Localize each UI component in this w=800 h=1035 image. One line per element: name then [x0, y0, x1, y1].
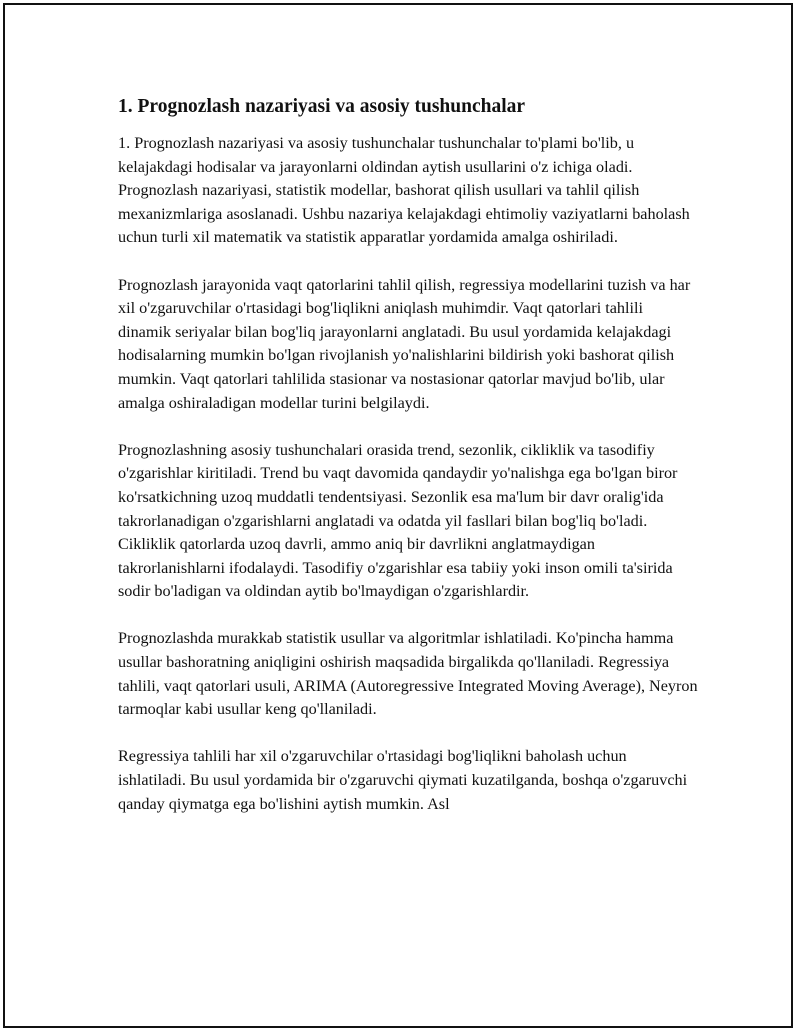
paragraph-regression: Regressiya tahlili har xil o'zgaruvchilar o'rtasidagi bog'liqlikni baholash uchun ishlatiladi. Bu usul yordamida bir o'zgaruvchi qiymati kuzatilganda, boshqa o'zgaruvchi qanday qiymatga ega bo'lishini aytish mumkin. Asl: [118, 747, 688, 813]
paragraph-methods: Prognozlashda murakkab statistik usullar va algoritmlar ishlatiladi. Ko'pincha hamma usullar bashoratning aniqligini oshirish maqsadida birgalikda qo'llaniladi. Regressiya tahlili, vaqt qatorlari usuli, ARIMA (Autoregressive Integrated Moving Average), Neyron tarmoqlar kabi usullar keng qo'llaniladi.: [118, 629, 698, 719]
paragraph-intro: 1. Prognozlash nazariyasi va asosiy tushunchalar tushunchalar to'plami bo'lib, u kelajakdagi hodisalar va jarayonlarni oldindan aytish usullarini o'z ichiga oladi. Prognozlash nazariyasi, statistik modellar, bashorat qilish usullari va tahlil qilish mexanizmlariga asoslanadi. Ushbu nazariya kelajakdagi ehtimoliy vaziyatlarni baholash uchun turli xil matematik va statistik apparatlar yordamida amalga oshiriladi.: [118, 134, 690, 247]
paragraph-core-concepts: Prognozlashning asosiy tushunchalari orasida trend, sezonlik, cikliklik va tasodifiy o'zgarishlar kiritiladi. Trend bu vaqt davomida qandaydir yo'nalishga ega bo'lgan biror ko'rsatkichning uzoq muddatli tendentsiyasi. Sezonlik esa ma'lum bir davr oralig'ida takrorlanadigan o'zgarishlarni anglatadi va odatda yil fasllari bilan bog'liq bo'ladi. Cikliklik qatorlarda uzoq davrli, ammo aniq bir davrlikni anglatmaydigan takrorlanishlarni ifodalaydi. Tasodifiy o'zgarishlar esa tabiiy yoki inson omili ta'sirida sodir bo'ladigan va oldindan aytib bo'lmaydigan o'zgarishlardir.: [118, 440, 678, 601]
document-body: [118, 94, 698, 840]
section-heading: 1. Prognozlash nazariyasi va asosiy tushunchalar: [118, 96, 526, 117]
paragraph-time-series: Prognozlash jarayonida vaqt qatorlarini tahlil qilish, regressiya modellarini tuzish va har xil o'zgaruvchilar o'rtasidagi bog'liqlikni aniqlash muhimdir. Vaqt qatorlari tahlili dinamik seriyalar bilan bog'liq jarayonlarni anglatadi. Bu usul yordamida kelajakdagi hodisalarning mumkin bo'lgan rivojlanish yo'nalishlarini bildirish yoki bashorat qilish mumkin. Vaqt qatorlari tahlilida stasionar va nostasionar qatorlar mavjud bo'lib, ular amalga oshiraladigan modellar turini belgilaydi.: [118, 275, 691, 412]
